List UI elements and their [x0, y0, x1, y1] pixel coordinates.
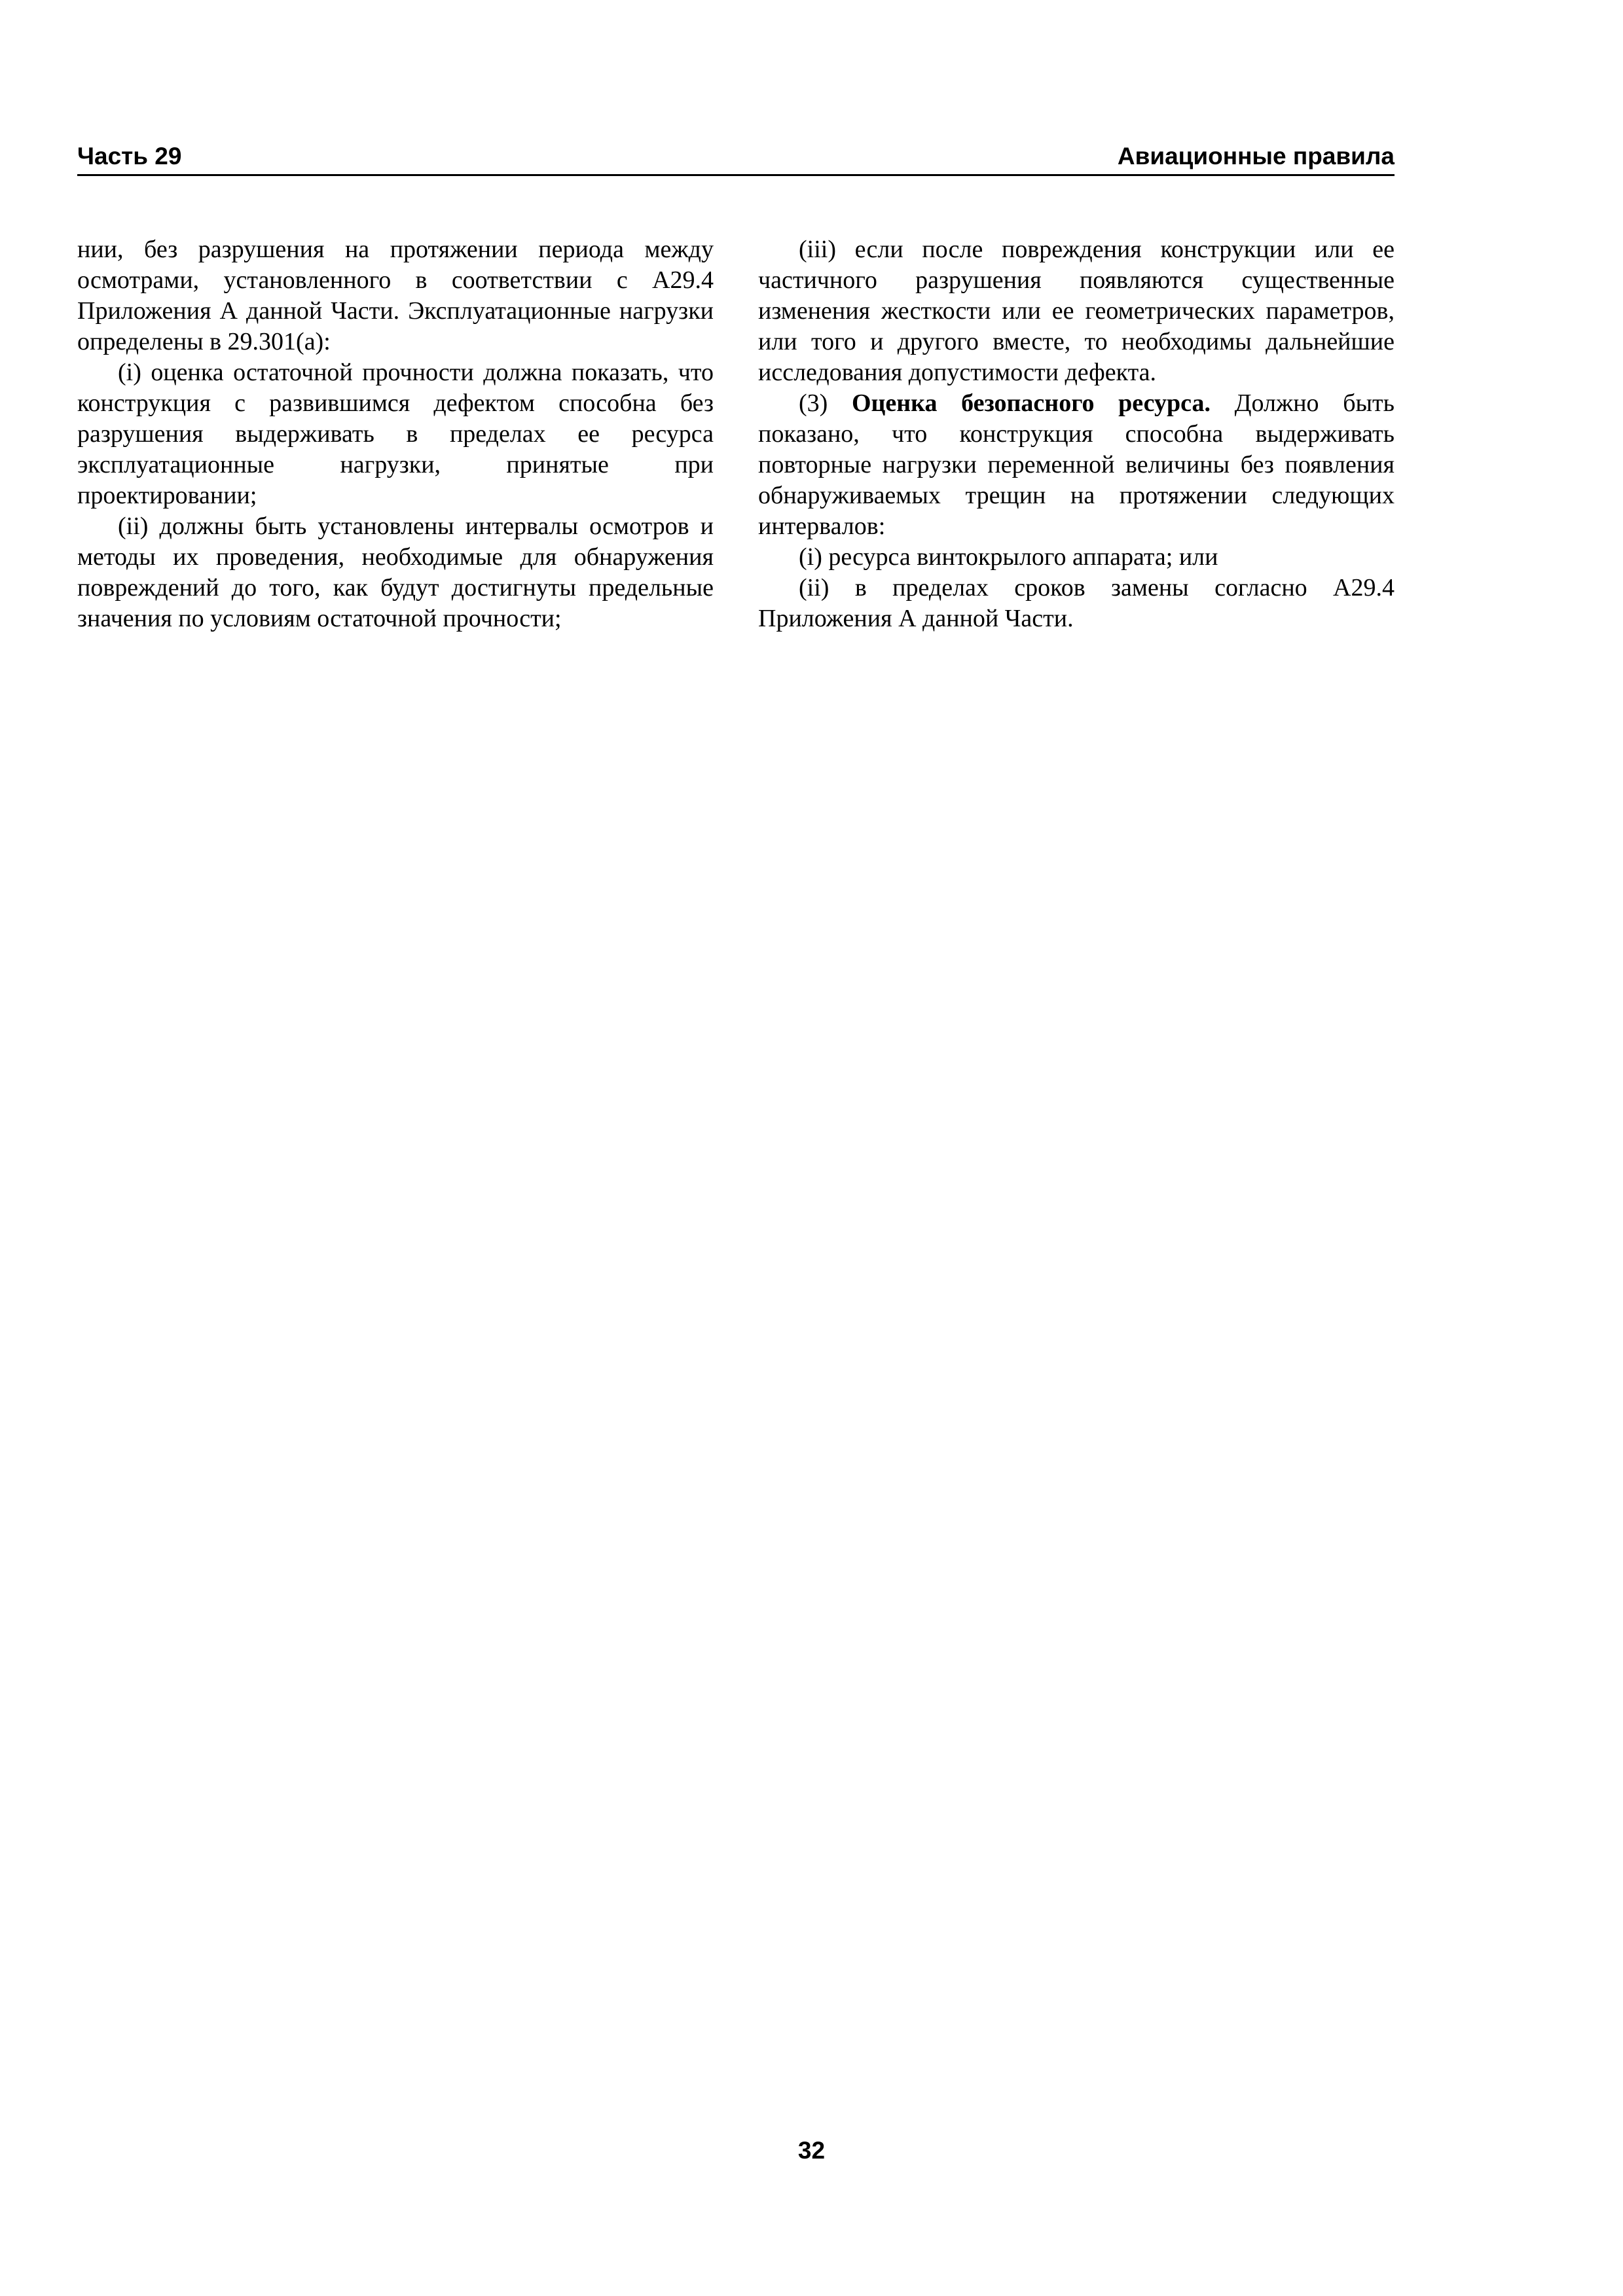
left-text-column: [77, 234, 714, 634]
safe-life-paragraph: [758, 388, 1395, 542]
right-text-column: [758, 234, 1395, 634]
safe-life-number: (3): [799, 389, 852, 417]
safe-life-heading: Оценка безопасного ресурса.: [851, 389, 1211, 417]
document-title-label: Авиационные правила: [1117, 143, 1395, 170]
inspection-intervals-item: (ii) должны быть установлены интервалы осмотров и методы их проведения, необходимые для обнаружения повреждений до того, как будут достигнуты предельные значения по условиям остаточной прочности;: [77, 512, 714, 632]
rotorcraft-life-item: (i) ресурса винтокрылого аппарата; или: [799, 543, 1218, 571]
residual-strength-item: (i) оценка остаточной прочности должна показать, что конструкция с развившимся дефектом способна без разрушения выдерживать в пределах ее ресурса эксплуатационные нагрузки, принятые при проектировании;: [77, 359, 714, 509]
continuation-paragraph: нии, без разрушения на протяжении периода между осмотрами, установленного в соответствии с А29.4 Приложения А данной Части. Эксплуатационные нагрузки определены в 29.301(а):: [77, 236, 714, 355]
running-header: [77, 137, 1395, 176]
part-number-label: Часть 29: [77, 143, 182, 170]
page-number: 32: [797, 2137, 826, 2164]
stiffness-change-item: (iii) если после повреждения конструкции или ее частичного разрушения появляются существенные изменения жесткости или ее геометрических параметров, или того и другого вместе, то необходимы дальнейшие исследования допустимости дефекта.: [758, 236, 1395, 386]
replacement-time-item: (ii) в пределах сроков замены согласно А29.4 Приложения А данной Части.: [758, 574, 1395, 632]
safe-life-text: Должно быть показано, что конструкция способна выдерживать повторные нагрузки переменной величины без появления обнаруживаемых трещин на протяжении следующих интервалов:: [758, 389, 1395, 540]
